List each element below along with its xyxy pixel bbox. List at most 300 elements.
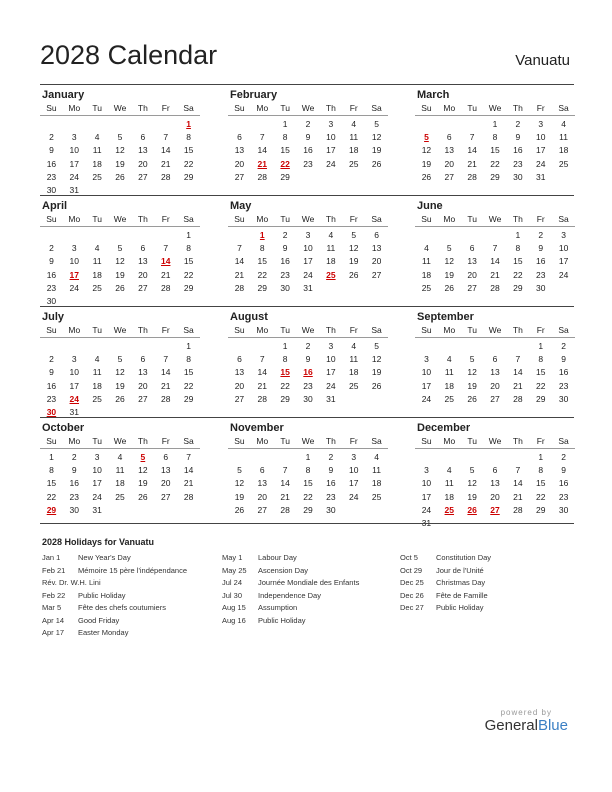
week-row — [415, 380, 575, 393]
day-cell: 17 — [535, 145, 546, 156]
holiday-date: Oct 29 — [400, 565, 423, 575]
day-cell: 25 — [92, 282, 102, 293]
weekday-label: Fr — [536, 436, 545, 446]
week-row — [40, 491, 200, 504]
holidays-title: 2028 Holidays for Vanuatu — [42, 537, 155, 547]
day-cell: 11 — [559, 132, 568, 143]
day-cell: 13 — [490, 478, 500, 489]
weekday-label: Th — [512, 103, 523, 113]
day-cell: 21 — [257, 158, 268, 169]
day-cell: 4 — [94, 243, 100, 254]
holiday-name: Fête des chefs coutumiers — [78, 603, 166, 612]
week-row — [40, 451, 200, 464]
holiday-column — [222, 552, 359, 627]
day-cell: 29 — [257, 282, 268, 293]
day-cell: 5 — [424, 132, 429, 143]
weekday-label: Mo — [443, 103, 456, 113]
weekday-label: Tu — [467, 214, 477, 224]
empty-day-cell — [228, 451, 251, 464]
day-cell: 27 — [371, 269, 382, 280]
day-cell: 9 — [561, 354, 566, 365]
empty-day-cell — [131, 229, 154, 242]
weekday-label: Mo — [443, 214, 456, 224]
week-row — [40, 380, 200, 393]
weekday-label: We — [488, 436, 502, 446]
empty-day-cell — [86, 229, 109, 242]
day-cell: 10 — [92, 465, 102, 476]
day-cell: 1 — [186, 230, 191, 240]
day-cell: 1 — [186, 341, 191, 351]
day-cell: 17 — [69, 158, 80, 169]
day-cell: 14 — [257, 367, 268, 378]
empty-day-cell — [154, 340, 177, 353]
day-cell: 19 — [138, 478, 148, 489]
day-cell: 27 — [138, 171, 148, 182]
day-cell: 26 — [115, 282, 125, 293]
day-cell: 7 — [163, 354, 169, 365]
empty-day-cell — [228, 229, 251, 242]
week-row — [40, 269, 200, 282]
day-cell: 21 — [513, 491, 523, 502]
holiday-item — [400, 577, 491, 590]
day-cell: 5 — [351, 230, 357, 240]
day-cell: 26 — [348, 269, 359, 280]
day-cell: 8 — [49, 465, 54, 476]
day-cell: 29 — [490, 171, 500, 182]
day-cell: 12 — [371, 132, 382, 143]
day-cell: 17 — [69, 380, 80, 391]
week-row — [40, 131, 200, 144]
week-row — [228, 131, 388, 144]
day-cell: 14 — [183, 465, 194, 476]
day-cell: 3 — [328, 341, 334, 351]
empty-day-cell — [251, 340, 274, 353]
month-name: December — [417, 422, 471, 434]
empty-day-cell — [251, 451, 274, 464]
day-cell: 11 — [444, 367, 454, 378]
month-name: February — [230, 89, 278, 101]
day-cell: 9 — [305, 354, 311, 365]
day-cell: 20 — [490, 380, 500, 391]
week-row — [40, 366, 200, 379]
day-cell: 4 — [94, 132, 100, 143]
day-cell: 30 — [535, 282, 546, 293]
holiday-item — [42, 602, 187, 615]
day-cell: 3 — [71, 132, 77, 143]
holiday-date: Dec 25 — [400, 578, 424, 587]
holiday-name: Independence Day — [258, 590, 321, 600]
day-cell: 13 — [138, 367, 148, 378]
holiday-column — [400, 552, 491, 615]
month-may — [228, 196, 388, 295]
month-name: October — [42, 422, 85, 434]
day-cell: 4 — [424, 243, 429, 254]
week-row — [40, 255, 200, 268]
day-cell: 23 — [46, 282, 57, 293]
day-cell: 5 — [374, 341, 379, 351]
day-cell: 11 — [422, 256, 431, 267]
day-cell: 1 — [515, 230, 521, 240]
week-row — [228, 229, 388, 242]
holiday-item — [42, 577, 187, 590]
day-cell: 15 — [183, 367, 194, 378]
day-cell: 13 — [160, 465, 171, 476]
week-row — [40, 242, 200, 255]
day-cell: 3 — [305, 230, 311, 240]
day-cell: 13 — [371, 243, 382, 254]
day-cell: 20 — [138, 269, 148, 280]
day-cell: 15 — [535, 478, 546, 489]
day-cell: 26 — [115, 393, 125, 404]
day-cell: 5 — [469, 354, 475, 365]
day-cell: 16 — [513, 145, 523, 156]
weekday-label: Fr — [349, 214, 358, 224]
week-row — [40, 171, 200, 184]
week-row — [228, 477, 388, 490]
empty-day-cell — [86, 340, 109, 353]
day-cell: 28 — [257, 171, 268, 182]
day-cell: 20 — [371, 256, 382, 267]
month-april — [40, 196, 200, 308]
empty-day-cell — [131, 118, 154, 131]
day-cell: 2 — [561, 341, 566, 351]
day-cell: 26 — [467, 393, 477, 404]
holiday-name: Public Holiday — [78, 590, 126, 600]
day-cell: 5 — [237, 465, 242, 476]
day-cell: 13 — [138, 256, 148, 267]
day-cell: 5 — [446, 243, 452, 254]
holiday-name: Good Friday — [78, 615, 120, 625]
day-cell: 14 — [160, 367, 171, 378]
day-cell: 15 — [513, 256, 523, 267]
week-row — [415, 229, 575, 242]
week-row — [228, 340, 388, 353]
day-cell: 21 — [467, 158, 477, 169]
day-cell: 26 — [115, 171, 125, 182]
empty-day-cell — [251, 118, 274, 131]
day-cell: 19 — [371, 367, 382, 378]
day-cell: 8 — [186, 132, 191, 143]
day-cell: 15 — [46, 478, 57, 489]
day-cell: 28 — [160, 393, 171, 404]
day-cell: 9 — [282, 243, 288, 254]
day-cell: 8 — [282, 354, 288, 365]
week-row — [228, 353, 388, 366]
weekday-label: Su — [421, 214, 432, 224]
day-cell: 27 — [138, 282, 148, 293]
empty-day-cell — [438, 229, 461, 242]
day-cell: 12 — [467, 478, 477, 489]
day-cell: 27 — [444, 171, 455, 182]
day-cell: 31 — [69, 406, 80, 417]
day-cell: 28 — [183, 491, 194, 502]
day-cell: 27 — [138, 393, 148, 404]
week-row — [228, 491, 388, 504]
weekday-label: Tu — [280, 325, 290, 335]
holiday-name: Christmas Day — [436, 578, 486, 587]
holiday-date: Dec 27 — [400, 603, 424, 612]
empty-day-cell — [86, 118, 109, 131]
week-row — [415, 144, 575, 157]
day-cell: 7 — [282, 465, 288, 476]
holiday-item — [42, 627, 187, 640]
holiday-item — [400, 590, 491, 603]
empty-day-cell — [63, 229, 86, 242]
day-cell: 21 — [234, 269, 245, 280]
weekday-label: Tu — [92, 214, 102, 224]
day-cell: 25 — [444, 504, 455, 515]
holiday-item — [42, 615, 187, 628]
holiday-name: Public Holiday — [436, 603, 484, 612]
day-cell: 12 — [115, 367, 125, 378]
day-cell: 8 — [259, 243, 265, 254]
day-cell: 28 — [234, 282, 245, 293]
day-cell: 5 — [374, 119, 379, 129]
day-cell: 29 — [183, 393, 194, 404]
day-cell: 6 — [446, 132, 452, 143]
day-cell: 14 — [234, 256, 245, 267]
week-row — [40, 393, 200, 406]
empty-day-cell — [154, 229, 177, 242]
day-cell: 16 — [535, 256, 546, 267]
day-cell: 30 — [303, 393, 313, 404]
day-cell: 4 — [446, 465, 452, 476]
holiday-item — [42, 565, 187, 578]
day-cell: 2 — [49, 354, 54, 365]
weekday-label: Mo — [256, 436, 269, 446]
day-cell: 3 — [538, 119, 544, 129]
day-cell: 15 — [183, 145, 194, 156]
empty-day-cell — [342, 393, 365, 406]
weekday-label: We — [301, 325, 315, 335]
holiday-item — [222, 590, 359, 603]
day-cell: 8 — [186, 243, 191, 254]
brand-name — [485, 717, 568, 734]
empty-day-cell — [484, 229, 507, 242]
day-cell: 31 — [92, 504, 102, 515]
weekday-label: Su — [46, 436, 57, 446]
day-cell: 26 — [467, 504, 477, 515]
day-cell: 15 — [280, 367, 290, 378]
weekday-label: Th — [512, 325, 523, 335]
empty-day-cell — [131, 504, 154, 517]
empty-day-cell — [274, 451, 297, 464]
day-cell: 18 — [348, 367, 359, 378]
day-cell: 21 — [160, 158, 171, 169]
empty-day-cell — [342, 282, 365, 295]
week-row — [228, 269, 388, 282]
day-cell: 3 — [94, 452, 100, 462]
day-cell: 7 — [492, 243, 498, 254]
month-march — [415, 85, 575, 184]
day-cell: 19 — [115, 158, 125, 169]
weekday-label: Tu — [92, 103, 102, 113]
day-cell: 18 — [92, 158, 102, 169]
day-cell: 2 — [328, 452, 334, 462]
day-cell: 28 — [467, 171, 477, 182]
month-name: April — [42, 200, 68, 212]
empty-day-cell — [319, 171, 342, 184]
day-cell: 11 — [115, 465, 125, 476]
empty-day-cell — [415, 229, 438, 242]
month-name: June — [417, 200, 443, 212]
day-cell: 12 — [421, 145, 432, 156]
holiday-date: May 25 — [222, 565, 247, 575]
month-name: September — [417, 311, 474, 323]
day-cell: 31 — [69, 184, 80, 195]
powered-by-label: powered by — [500, 708, 552, 717]
day-cell: 12 — [115, 256, 125, 267]
weekday-label: We — [113, 436, 127, 446]
day-cell: 25 — [421, 282, 432, 293]
day-cell: 3 — [328, 119, 334, 129]
empty-day-cell — [177, 504, 200, 517]
day-cell: 18 — [326, 256, 336, 267]
weekday-label: Th — [325, 325, 336, 335]
day-cell: 17 — [303, 256, 313, 267]
day-cell: 19 — [234, 491, 245, 502]
weekday-label: Tu — [467, 325, 477, 335]
day-cell: 17 — [558, 256, 569, 267]
day-cell: 24 — [69, 171, 80, 182]
day-cell: 20 — [257, 491, 268, 502]
weekday-label: Fr — [349, 325, 358, 335]
week-row — [415, 340, 575, 353]
weekday-label: Fr — [536, 103, 545, 113]
weekday-label: Fr — [161, 214, 170, 224]
weekday-label: Th — [512, 214, 523, 224]
day-cell: 17 — [421, 491, 432, 502]
weekday-label: Su — [234, 436, 245, 446]
day-cell: 5 — [117, 354, 123, 365]
weekday-header — [415, 102, 575, 116]
day-cell: 12 — [115, 145, 125, 156]
week-row — [228, 380, 388, 393]
holiday-date: Jul 30 — [222, 590, 243, 600]
day-cell: 30 — [558, 393, 569, 404]
weekday-label: Th — [137, 325, 148, 335]
weekday-label: Mo — [68, 436, 81, 446]
weekday-header — [415, 324, 575, 338]
week-row — [415, 504, 575, 517]
weekday-label: Tu — [280, 436, 290, 446]
day-cell: 5 — [117, 132, 123, 143]
weekday-label: Mo — [68, 214, 81, 224]
empty-day-cell — [438, 451, 461, 464]
day-cell: 14 — [513, 478, 523, 489]
week-row — [228, 255, 388, 268]
day-cell: 23 — [303, 158, 313, 169]
calendar-grid — [40, 84, 574, 528]
day-cell: 24 — [92, 491, 102, 502]
day-cell: 10 — [348, 465, 359, 476]
weekday-label: Su — [234, 214, 245, 224]
day-cell: 7 — [237, 243, 242, 254]
day-cell: 23 — [303, 380, 313, 391]
holiday-date: Mar 5 — [42, 603, 62, 612]
day-cell: 12 — [234, 478, 245, 489]
empty-day-cell — [461, 118, 484, 131]
day-cell: 21 — [160, 269, 171, 280]
day-cell: 19 — [467, 380, 477, 391]
day-cell: 8 — [538, 354, 544, 365]
week-row — [415, 477, 575, 490]
month-january — [40, 85, 200, 197]
day-cell: 18 — [92, 269, 102, 280]
day-cell: 20 — [160, 478, 171, 489]
day-cell: 22 — [183, 269, 194, 280]
day-cell: 24 — [326, 380, 336, 391]
day-cell: 23 — [69, 491, 80, 502]
weekday-header — [228, 435, 388, 449]
empty-day-cell — [461, 451, 484, 464]
week-row — [415, 353, 575, 366]
week-row — [228, 393, 388, 406]
day-cell: 28 — [513, 393, 523, 404]
day-cell: 13 — [234, 145, 245, 156]
weekday-header — [40, 435, 200, 449]
weekday-label: Tu — [280, 103, 290, 113]
day-cell: 9 — [49, 367, 54, 378]
holiday-name: Rév. Dr. W.H. Lini — [42, 578, 101, 587]
day-cell: 16 — [46, 158, 57, 169]
week-row — [415, 393, 575, 406]
day-cell: 14 — [490, 256, 500, 267]
weekday-header — [228, 324, 388, 338]
day-cell: 6 — [469, 243, 475, 254]
day-cell: 11 — [444, 478, 454, 489]
day-cell: 4 — [328, 230, 334, 240]
day-cell: 8 — [186, 354, 191, 365]
weekday-label: Sa — [183, 214, 194, 224]
weekday-label: Su — [421, 436, 432, 446]
day-cell: 14 — [513, 367, 523, 378]
weekday-label: We — [301, 436, 315, 446]
day-cell: 25 — [558, 158, 569, 169]
empty-day-cell — [415, 118, 438, 131]
day-cell: 11 — [372, 465, 381, 476]
holiday-date: Jan 1 — [42, 553, 61, 562]
holiday-date: Feb 22 — [42, 590, 66, 600]
day-cell: 1 — [186, 119, 191, 129]
holiday-item — [222, 602, 359, 615]
day-cell: 17 — [421, 380, 432, 391]
day-cell: 11 — [349, 354, 359, 365]
day-cell: 8 — [492, 132, 498, 143]
weekday-label: Mo — [68, 325, 81, 335]
calendar-row — [40, 306, 574, 417]
weekday-label: Fr — [349, 436, 358, 446]
month-name: January — [42, 89, 85, 101]
day-cell: 8 — [538, 465, 544, 476]
month-name: August — [230, 311, 268, 323]
day-cell: 6 — [374, 230, 379, 240]
day-cell: 4 — [374, 452, 379, 462]
month-july — [40, 307, 200, 419]
holiday-date: Aug 15 — [222, 603, 246, 612]
holiday-name: Public Holiday — [258, 615, 306, 625]
holiday-date: Feb 21 — [42, 565, 66, 575]
holiday-item — [400, 565, 491, 578]
day-cell: 23 — [558, 491, 569, 502]
week-row — [228, 144, 388, 157]
week-row — [40, 229, 200, 242]
holiday-name: Ascension Day — [258, 565, 309, 575]
month-december — [415, 418, 575, 530]
day-cell: 22 — [513, 269, 523, 280]
day-cell: 16 — [303, 145, 313, 156]
day-cell: 26 — [444, 282, 455, 293]
